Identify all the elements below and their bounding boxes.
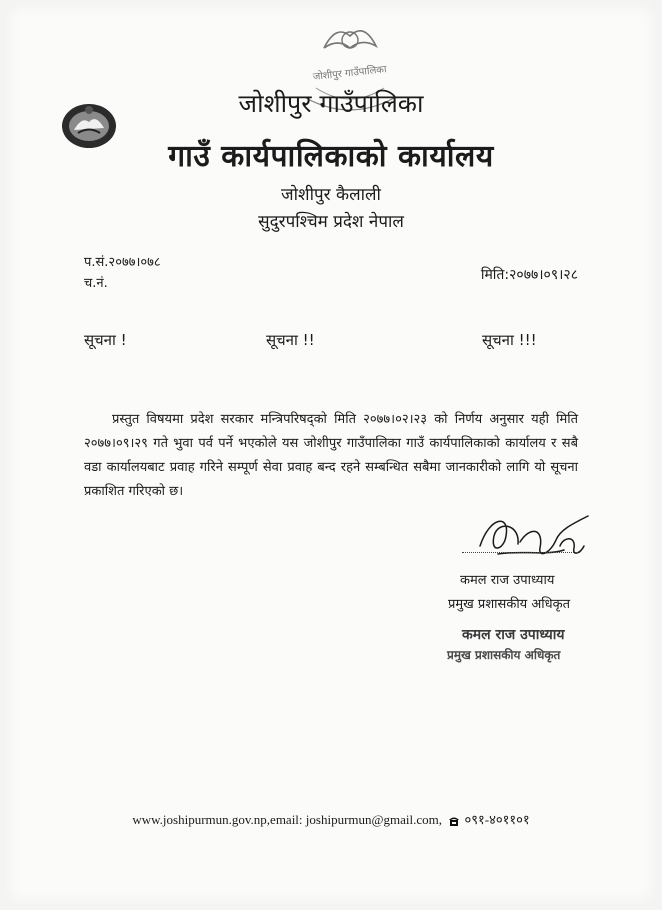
address-line-1: जोशीपुर कैलाली [281, 185, 381, 205]
footer-contact [0, 810, 662, 828]
phone-icon [449, 816, 459, 826]
address-line-2: सुदुरपश्चिम प्रदेश नेपाल [258, 212, 404, 232]
notice-heading-1: सूचना ! [84, 331, 127, 349]
office-name: गाउँ कार्यपालिकाको कार्यालय [168, 139, 494, 174]
signature-line [462, 552, 580, 553]
seal-text: जोशीपुर गाउँपालिका [312, 64, 388, 83]
notice-heading-2: सूचना !! [266, 331, 315, 349]
phone-number: ०९१-४०११०१ [464, 812, 530, 827]
contact-web-email: www.joshipurmun.gov.np,email: joshipurmun@gmail.com, [132, 812, 442, 827]
notice-body: प्रस्तुत विषयमा प्रदेश सरकार मन्त्रिपरिषद्को मिति २०७७।०२।२३ को निर्णय अनुसार यही मिति २०७७।०९।२९ गते भुवा पर्व पर्ने भएकोले यस जोशीपुर गाउँपालिका गाउँ कार्यपालिकाको कार्यालय र सबै वडा कार्यालयबाट प्रवाह गरिने सम्पूर्ण सेवा प्रवाह बन्द रहने सम्बन्धित सबैमा जानकारीको लागि यो सूचना प्रकाशित गरिएको छ। [84, 412, 578, 499]
stamp-name: कमल राज उपाध्याय [462, 627, 565, 643]
notice-heading-3: सूचना !!! [482, 331, 537, 349]
handwritten-signature [460, 506, 600, 576]
stamp-title: प्रमुख प्रशासकीय अधिकृत [447, 648, 561, 662]
org-name: जोशीपुर गाउँपालिका [238, 89, 424, 118]
letter-date: मिति:२०७७।०९।२८ [480, 267, 578, 283]
chalani-number: च.नं. [84, 276, 108, 291]
signer-title: प्रमुख प्रशासकीय अधिकृत [448, 597, 571, 612]
reference-number: प.सं.२०७७।०७८ [84, 255, 161, 270]
signer-name: कमल राज उपाध्याय [460, 573, 555, 588]
